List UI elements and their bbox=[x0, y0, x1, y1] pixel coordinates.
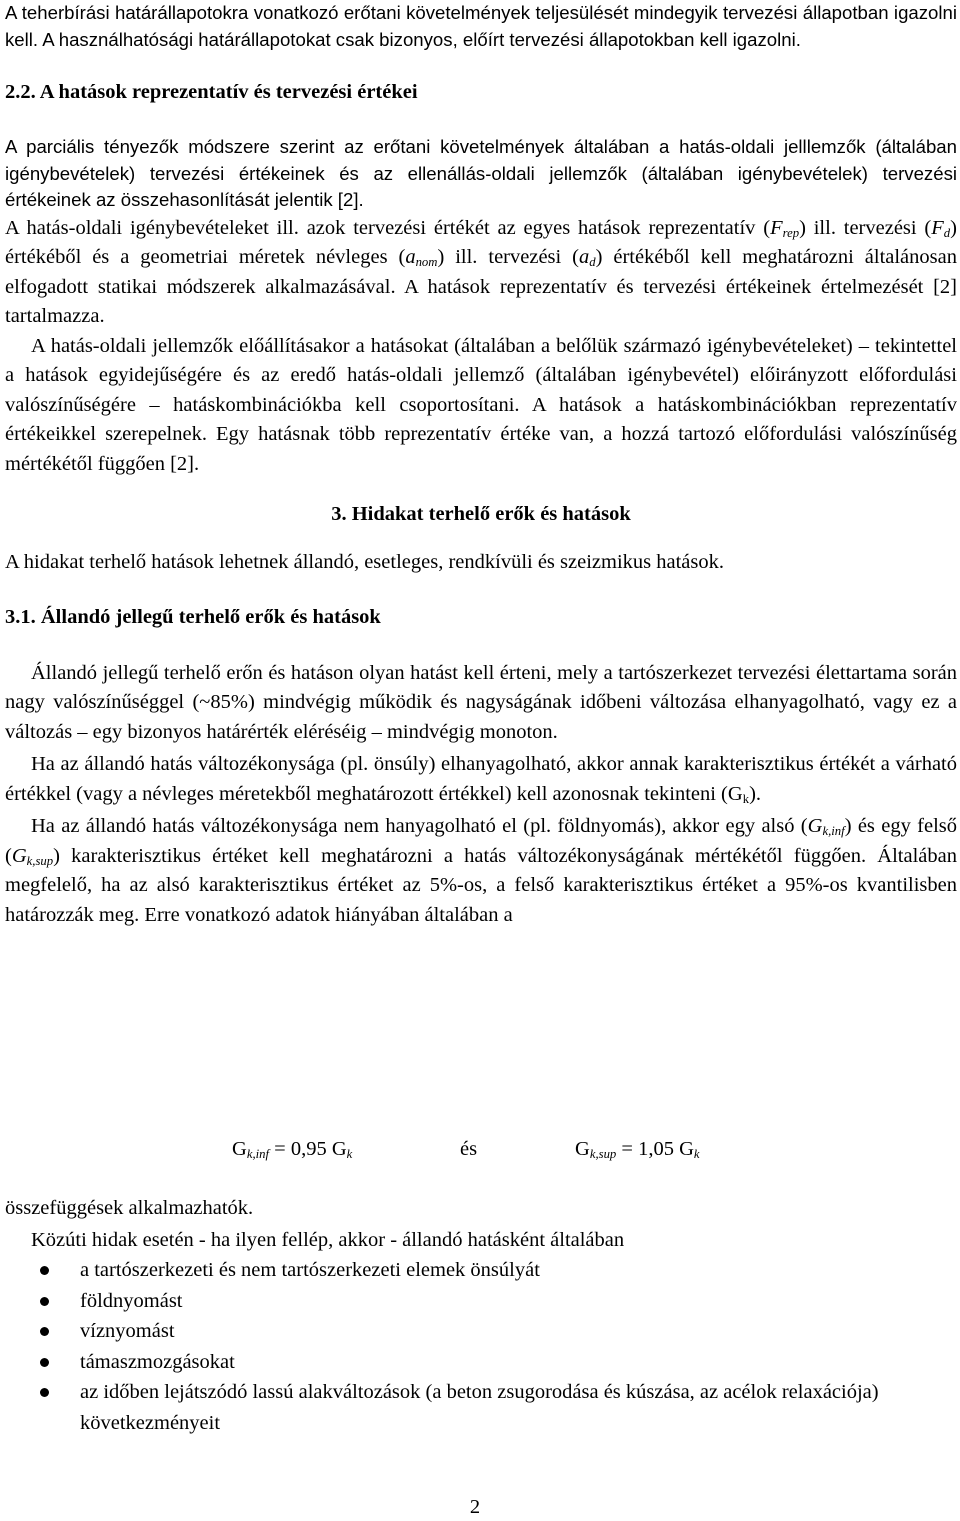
section-3-1-paragraph-3: Ha az állandó hatás változékonysága nem hanyagolható el (pl. földnyomás), akkor egy alsó $(G_{k,inf})$ és egy felső $(G_{k,sup})$ karakterisztikus értéket kell meghatározni a hatás változékonyságának mértékétől függően. Általában megfelelő, ha az alsó karakterisztikus értéket az 5%-os, a felső karakterisztikus értéket a 95%-os kvantilisben határozzák meg. Erre vonatkozó adatok hiányában általában a bbox=[5, 815, 957, 926]
intro-paragraph: A teherbírási határállapotokra vonatkozó erőtani követelmények teljesülését mindegyik tervezési állapotban igazolni kell. A használhatósági határállapotokat csak bizonyos, előírt tervezési állapotokban kell igazolni. bbox=[5, 2, 957, 50]
equation-conjunction: és bbox=[460, 1138, 478, 1160]
list-item: támaszmozgásokat bbox=[5, 1347, 957, 1378]
list-item: a tartószerkezeti és nem tartószerkezeti elemek önsúlyát bbox=[5, 1255, 957, 1286]
equation-upper: $G_{k,sup} = 1,05$ $G_k$ bbox=[575, 1138, 700, 1162]
bullet-icon bbox=[40, 1358, 49, 1367]
page-number: 2 bbox=[469, 1496, 481, 1518]
document-page-lower bbox=[5, 1194, 957, 1438]
section-3-1-paragraph-5: Közúti hidak esetén - ha ilyen fellép, akkor - állandó hatásként általában bbox=[31, 1228, 625, 1251]
section-heading-3: 3. Hidakat terhelő erők és hatások bbox=[331, 503, 631, 525]
section-3-1-paragraph-2: Ha az állandó hatás változékonysága (pl. önsúly) elhanyagolható, akkor annak karakterisztikus értékét a várható értékkel (vagy a névleges méretekből meghatározott értékkel) kell azonosnak tekinteni $(G_k)$. bbox=[5, 753, 957, 806]
bullet-icon bbox=[40, 1388, 49, 1397]
bullet-icon bbox=[40, 1297, 49, 1306]
equation-line bbox=[0, 1138, 950, 1168]
section-3-1-paragraph-4: összefüggések alkalmazhatók. bbox=[5, 1197, 254, 1219]
section-2-2-paragraph-2: A hatás-oldali igénybevételeket ill. azok tervezési értékét az egyes hatások reprezentatív $(F_{rep})$ ill. tervezési $(F_d)$ értékéből és a geometriai méretek névleges $(a_{nom})$ ill. tervezési $(a_d)$ értékéből kell meghatározni általánosan elfogadott statikai módszerek alkalmazásával. A hatások reprezentatív és tervezési értékeinek értelmezését [2] tartalmazza. bbox=[5, 216, 957, 327]
list-item: víznyomást bbox=[5, 1316, 957, 1347]
document-page bbox=[5, 0, 957, 930]
bullet-icon bbox=[40, 1266, 49, 1275]
section-2-2-paragraph-3: A hatás-oldali jellemzők előállításakor a hatásokat (általában a belőlük származó igénybevételeket) – tekintettel a hatások egyidejűségére és az eredő hatás-oldali jellemző (általában igénybevétel) előirányzott előfordulási valószínűségére – hatáskombinációkba kell csoportosítani. A hatások a hatáskombinációkban reprezentatív értékeikkel szerepelnek. Egy hatásnak több reprezentatív értéke van, a hozzá tartozó előfordulási valószínűség mértékétől függően [2]. bbox=[5, 334, 957, 475]
section-3-1-paragraph-1: Állandó jellegű terhelő erőn és hatáson olyan hatást kell érteni, mely a tartószerkezet tervezési élettartama során nagy valószínűséggel (~85%) mindvégig működik és nagyságának időbeni változása elhanyagolható, vagy ez a változás – egy bizonyos határérték eléréséig – mindvégig monoton. bbox=[5, 661, 957, 743]
section-heading-2-2: 2.2. A hatások reprezentatív és tervezési értékei bbox=[5, 81, 418, 103]
section-heading-3-1: 3.1. Állandó jellegű terhelő erők és hatások bbox=[5, 605, 381, 628]
section-3-paragraph: A hidakat terhelő hatások lehetnek állandó, esetleges, rendkívüli és szeizmikus hatások. bbox=[5, 551, 724, 573]
bullet-icon bbox=[40, 1327, 49, 1336]
section-2-2-paragraph-1: A parciális tényezők módszere szerint az erőtani követelmények általában a hatás-oldali jelllemzők (általában igénybevételek) tervezési értékeinek és az ellenállás-oldali jellemzők (általában igénybevételek) tervezési értékeinek az összehasonlítását jelentik [2]. bbox=[5, 136, 957, 210]
list-item: földnyomást bbox=[5, 1286, 957, 1317]
list-item: az időben lejátszódó lassú alakváltozások (a beton zsugorodása és kúszása, az acélok relaxációja) következményeit bbox=[5, 1377, 957, 1438]
equation-lower: $G_{k,inf} = 0,95$ $G_k$ bbox=[232, 1138, 353, 1162]
permanent-actions-list bbox=[5, 1255, 957, 1438]
